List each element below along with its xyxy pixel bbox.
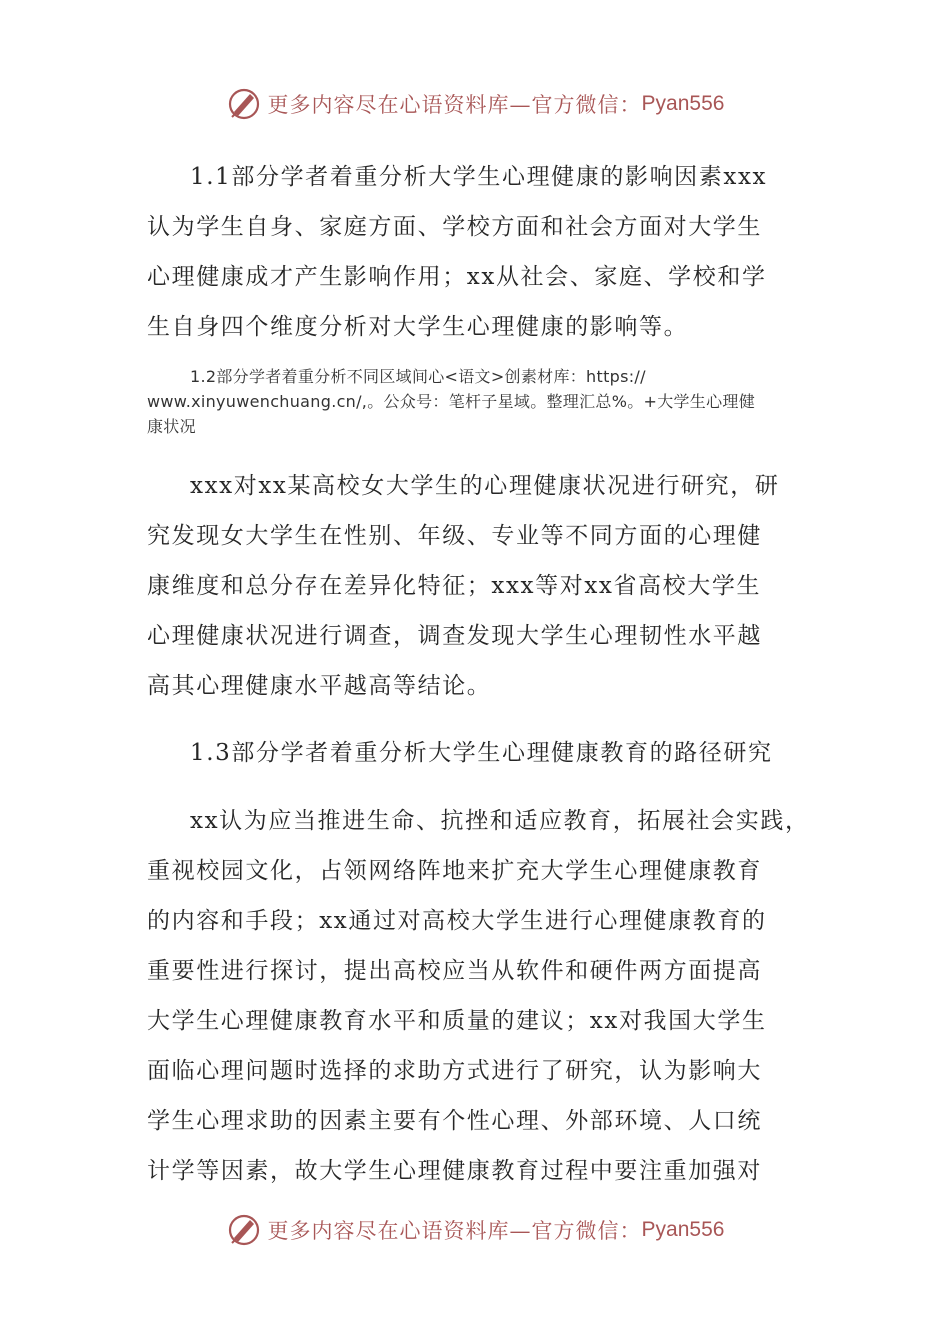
paragraph-line: 学生心理求助的因素主要有个性心理、外部环境、人口统 [147, 1108, 762, 1134]
paragraph-line: 重视校园文化，占领网络阵地来扩充大学生心理健康教育 [147, 858, 762, 884]
paragraph-line: 认为学生自身、家庭方面、学校方面和社会方面对大学生 [147, 214, 762, 240]
paragraph-line: xxx对xx某高校女大学生的心理健康状况进行研究，研 [190, 473, 780, 499]
banner-text: 更多内容尽在心语资料库—官方微信： [267, 1219, 642, 1243]
paragraph-line: 究发现女大学生在性别、年级、专业等不同方面的心理健 [147, 523, 762, 549]
paragraph-line: 心理健康成才产生影响作用；xx从社会、家庭、学校和学 [147, 264, 767, 290]
section-heading-line: 康状况 [147, 417, 196, 436]
paragraph-line: 1.1部分学者着重分析大学生心理健康的影响因素xxx [190, 164, 768, 190]
paragraph-line: 计学等因素，故大学生心理健康教育过程中要注重加强对 [147, 1158, 762, 1184]
paragraph-line: 的内容和手段；xx通过对高校大学生进行心理健康教育的 [147, 908, 767, 934]
section-heading-line: 1.2部分学者着重分析不同区域间心<语文>创素材库：https:// [190, 367, 646, 386]
paragraph-line: 大学生心理健康教育水平和质量的建议；xx对我国大学生 [147, 1008, 767, 1034]
paragraph-line: 康维度和总分存在差异化特征；xxx等对xx省高校大学生 [147, 573, 762, 599]
banner-text: 更多内容尽在心语资料库—官方微信： [267, 93, 642, 117]
section-heading-line: www.xinyuwenchuang.cn/,。公众号：笔杆子星域。整理汇总%。+大学生心理健 [147, 392, 755, 411]
paragraph-line: 重要性进行探讨，提出高校应当从软件和硬件两方面提高 [147, 958, 762, 984]
paragraph-line: 生自身四个维度分析对大学生心理健康的影响等。 [147, 314, 689, 340]
section-heading: 1.3部分学者着重分析大学生心理健康教育的路径研究 [190, 740, 773, 766]
header-banner [0, 84, 950, 124]
banner-wechat-id: Pyan556 [641, 1218, 725, 1241]
banner-wechat-id: Pyan556 [641, 92, 725, 115]
paragraph-line: xx认为应当推进生命、抗挫和适应教育，拓展社会实践， [190, 808, 810, 834]
paragraph-line: 面临心理问题时选择的求助方式进行了研究，认为影响大 [147, 1058, 762, 1084]
paragraph-line: 心理健康状况进行调查，调查发现大学生心理韧性水平越 [147, 623, 762, 649]
pen-logo-icon [226, 86, 262, 122]
paragraph-line: 高其心理健康水平越高等结论。 [147, 673, 492, 699]
pen-logo-icon [226, 1212, 262, 1248]
footer-banner [0, 1210, 950, 1250]
